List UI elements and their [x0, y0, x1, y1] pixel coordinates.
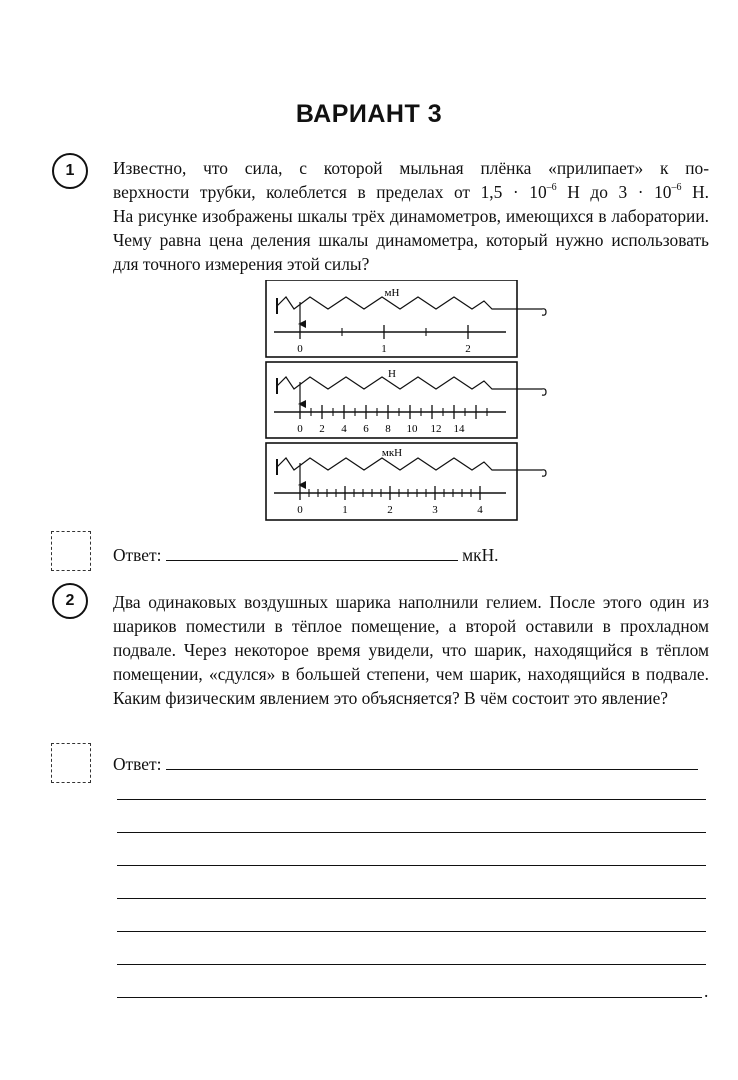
- answer-2-end-mark: .: [704, 981, 709, 1001]
- dynamometer-n-label: 2: [319, 423, 325, 435]
- answer-1-field[interactable]: [166, 542, 458, 561]
- answer-2-box[interactable]: [51, 743, 91, 783]
- question-2-text: Два одинаковых воздушных шарика наполнили гелием. После этого один из шариков поместили в тёплое помещение, а второй оставили в прохладном подвале. Через некоторое время увидели, что шарик, находящийся в тёплом помещении, «сдулся» в большей степени, чем шарик, находящийся в подвале. Каким физическим явлением это объясняется? В чём состоит это явление?: [113, 592, 709, 708]
- dynamometer-mkn-spring: [277, 458, 542, 470]
- answer-1-box[interactable]: [51, 531, 91, 571]
- dynamometer-mkn-label: 2: [387, 504, 393, 516]
- answer-2-row: [113, 751, 698, 776]
- answer-1-row: [113, 542, 499, 567]
- dynamometer-mn: [266, 280, 546, 357]
- answer-1-label: Ответ:: [113, 545, 162, 565]
- answer-2-writing-line[interactable]: [117, 964, 706, 965]
- dynamometer-mn-hook-right: [542, 309, 546, 315]
- answer-2-field[interactable]: [166, 751, 698, 770]
- dynamometer-n-unit: Н: [388, 368, 396, 380]
- question-1-line-1: Известно, что сила, с которой мыльная плёнка «прилипает» к по-: [113, 158, 709, 178]
- dynamometer-mkn-label: 1: [342, 504, 348, 516]
- answer-2-writing-line[interactable]: [117, 898, 706, 899]
- answer-1-unit: мкН.: [462, 545, 499, 565]
- answer-2-label: Ответ:: [113, 754, 162, 774]
- dynamometer-n-hook-right: [542, 389, 546, 395]
- dynamometer-n-label: 0: [297, 423, 303, 435]
- dynamometer-mn-label: 0: [297, 343, 303, 355]
- dynamometer-n-label: 10: [406, 423, 418, 435]
- dynamometer-mn-unit: мН: [384, 287, 400, 299]
- answer-2-writing-line[interactable]: [117, 865, 706, 866]
- dynamometer-mkn-unit: мкН: [381, 447, 403, 459]
- answer-2-writing-line[interactable]: [117, 832, 706, 833]
- dynamometer-mkn-label: 4: [477, 504, 483, 516]
- question-1-number: 1: [52, 153, 88, 189]
- question-1-text: [113, 156, 709, 276]
- dynamometer-scales-svg: [264, 280, 564, 525]
- dynamometer-n-label: 8: [385, 423, 391, 435]
- dynamometer-n-spring: [277, 377, 542, 389]
- dynamometer-n-label: 12: [430, 423, 442, 435]
- dynamometer-n-label: 6: [363, 423, 369, 435]
- question-1-line-2: верхности трубки, колеблется в пределах от $1,5 \cdot 10^{-6}$ Н до $3 \cdot 10^{-6}$ Н.: [113, 182, 709, 202]
- dynamometer-mkn-ticks: [300, 486, 480, 500]
- dynamometer-n-label: 4: [341, 423, 347, 435]
- dynamometer-mn-label: 1: [381, 343, 387, 355]
- dynamometer-figure: [264, 280, 564, 530]
- dynamometer-n: [266, 362, 546, 438]
- dynamometer-n-label: 14: [453, 423, 465, 435]
- page-title: ВАРИАНТ 3: [295, 100, 443, 128]
- dynamometer-mn-spring: [277, 297, 542, 309]
- question-1-line-3: На рисунке изображены шкалы трёх динамометров, имеющихся в лаборатории. Чему равна цена деления шкалы динамометра, который нужно использовать для точного измерения этой силы?: [113, 206, 709, 274]
- question-2-number: 2: [52, 583, 88, 619]
- answer-2-writing-line[interactable]: [117, 799, 706, 800]
- answer-2-writing-line[interactable]: [117, 997, 702, 998]
- dynamometer-mkn-label: 3: [432, 504, 438, 516]
- answer-2-writing-line[interactable]: [117, 931, 706, 932]
- dynamometer-mn-label: 2: [465, 343, 471, 355]
- dynamometer-mkn: [266, 443, 546, 520]
- dynamometer-mkn-label: 0: [297, 504, 303, 516]
- dynamometer-mkn-hook-right: [542, 470, 546, 476]
